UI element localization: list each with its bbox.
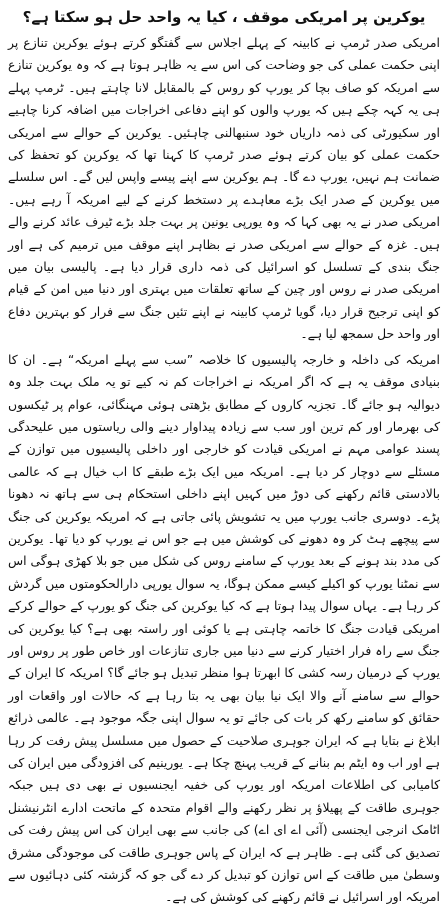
article-paragraph-2: امریکہ کی داخلہ و خارجہ پالیسیوں کا خلاصہ ”سب سے پہلے امریکہ“ ہے۔ ان کا بنیادی موقف یہ ہے کہ اگر امریکہ نے اخراجات کم نہ کیے تو یہ ملک بہت جلد وہ دیوالیہ ہو جائے گا۔ تجزیہ کاروں کے مطابق بڑھتی ہوئی مہنگائی، عوام پر ٹیکسوں کی بھرمار اور کم ترین اور سب سے زیادہ پیداوار دینے والی ریاستوں میں علیحدگی پسند عوامی مہم نے امریکی قیادت کو خارجی اور داخلی پالیسیوں میں توازن کے مسئلے سے دوچار کر دیا ہے۔ امریکہ میں ایک بڑے طبقے کا اب خیال ہے کہ عالمی بالادستی قائم رکھنے کی دوڑ میں کہیں اپنے داخلی استحکام ہی سے ہاتھ نہ دھونا پڑے۔ دوسری جانب یورپ میں یہ تشویش پائی جاتی ہے کہ امریکہ یوکرین کی جنگ سے پیچھے ہٹ کر وہ دھونے کی کوشش میں ہے جو اس نے یورپ کو دیا تھا۔ یوکرین کی مدد بند ہونے کے بعد یورپ کے سامنے روس کی شکل میں جو بلا کھڑی ہوگی اس سے نمٹنا یورپ کو اکیلے کیسے ممکن ہوگا، یہ سوال یورپی دارالحکومتوں میں گردش کر رہا ہے۔ یہاں سوال پیدا ہوتا ہے کہ کیا یوکرین کی جنگ کو یورپ کے حوالے کرکے امریکی قیادت جنگ کا خاتمہ چاہتی ہے یا کوئی اور راستہ بھی ہے؟ کیا یوکرین کی جنگ سے راہ فرار اختیار کرنے سے دنیا میں جاری تنازعات اور خاص طور پر روس اور یورپ کے درمیان رسہ کشی کا ابھرتا ہوا منظر تبدیل ہو جائے گا؟ امریکہ کا ایران کے حوالے سے سامنے آنے والا ایک نیا بیان بھی یہ بتا رہا ہے کہ حالات اور واقعات اور حقائق کو سامنے رکھ کر بات کی جائے تو یہ سوال اپنی جگہ موجود ہے۔ عالمی ذرائع ابلاغ نے بتایا ہے کہ ایران جوہری صلاحیت کے حصول میں مسلسل پیش رفت کر رہا ہے اور اب وہ ایٹم بم بنانے کے قریب پہنچ چکا ہے۔ یورینیم کی افزودگی میں ایران کی کامیابی کی اطلاعات امریکہ اور یورپ کی خفیہ ایجنسیوں نے بھی دی ہیں جبکہ جوہری طاقت کے پھیلاؤ پر نظر رکھنے والے اقوام متحدہ کے ماتحت ادارے انٹرنیشنل اٹامک انرجی ایجنسی (آئی اے ای اے) کی جانب سے بھی ایران کی اس پیش رفت کی تصدیق کی گئی ہے۔ ظاہر ہے کہ ایران کے پاس جوہری طاقت کی موجودگی مشرق وسطیٰ میں طاقت کے اس توازن کو تبدیل کر دے گی جو کہ گزشتہ کئی دہائیوں سے امریکہ اور اسرائیل نے قائم رکھنے کی کوشش کی ہے۔ <box>8 351 440 905</box>
article-title: یوکرین پر امریکی موقف ، کیا یہ واحد حل ہو سکتا ہے؟ <box>22 8 426 26</box>
article-paragraph-1: امریکی صدر ٹرمپ نے کابینہ کے پہلے اجلاس سے گفتگو کرتے ہوئے یوکرین تنازع پر اپنی حکمت عملی کی جو وضاحت کی اس سے یہ ظاہر ہوتا ہے کہ وہ یوکرین تنازع سے امریکہ کو صاف بچا کر یورپ کو روس کے بالمقابل لانا چاہتے ہیں۔ ٹرمپ پہلے ہی یہ کہہ چکے ہیں کہ یورپ والوں کو اپنے دفاعی اخراجات میں اضافہ کرنا چاہیے اور سکیورٹی کی ذمہ داریاں خود سنبھالنی چاہئیں۔ یوکرین کے حوالے سے امریکی حکمت عملی کو بیان کرتے ہوئے صدر ٹرمپ کا کہنا تھا کہ یوکرین کو تحفظ کی ضمانت ہم نہیں، یورپ دے گا۔ ہم یوکرین سے اپنے پیسے واپس لیں گے۔ اس سلسلے میں یوکرین کے صدر ایک بڑے معاہدے پر دستخط کرنے کے لیے امریکہ آ رہے ہیں۔ امریکی صدر نے یہ بھی کہا کہ وہ یورپی یونین پر بہت جلد بڑے ٹیرف عائد کرنے والے ہیں۔ غزہ کے حوالے سے امریکی صدر نے بظاہر اپنے موقف میں ترمیم کی ہے اور جنگ بندی کے تسلسل کو اسرائیل کی ذمہ داری قرار دیا ہے۔ پالیسی بیان میں امریکی صدر نے روس اور چین کے ساتھ تعلقات میں بہتری اور دنیا میں امن کے قیام کو اپنی ترجیح قرار دیا، گویا ٹرمپ کابینہ نے اپنے تئیں جنگ سے فرار کو بہترین دفاع اور واحد حل سمجھ لیا ہے۔ <box>8 35 440 342</box>
